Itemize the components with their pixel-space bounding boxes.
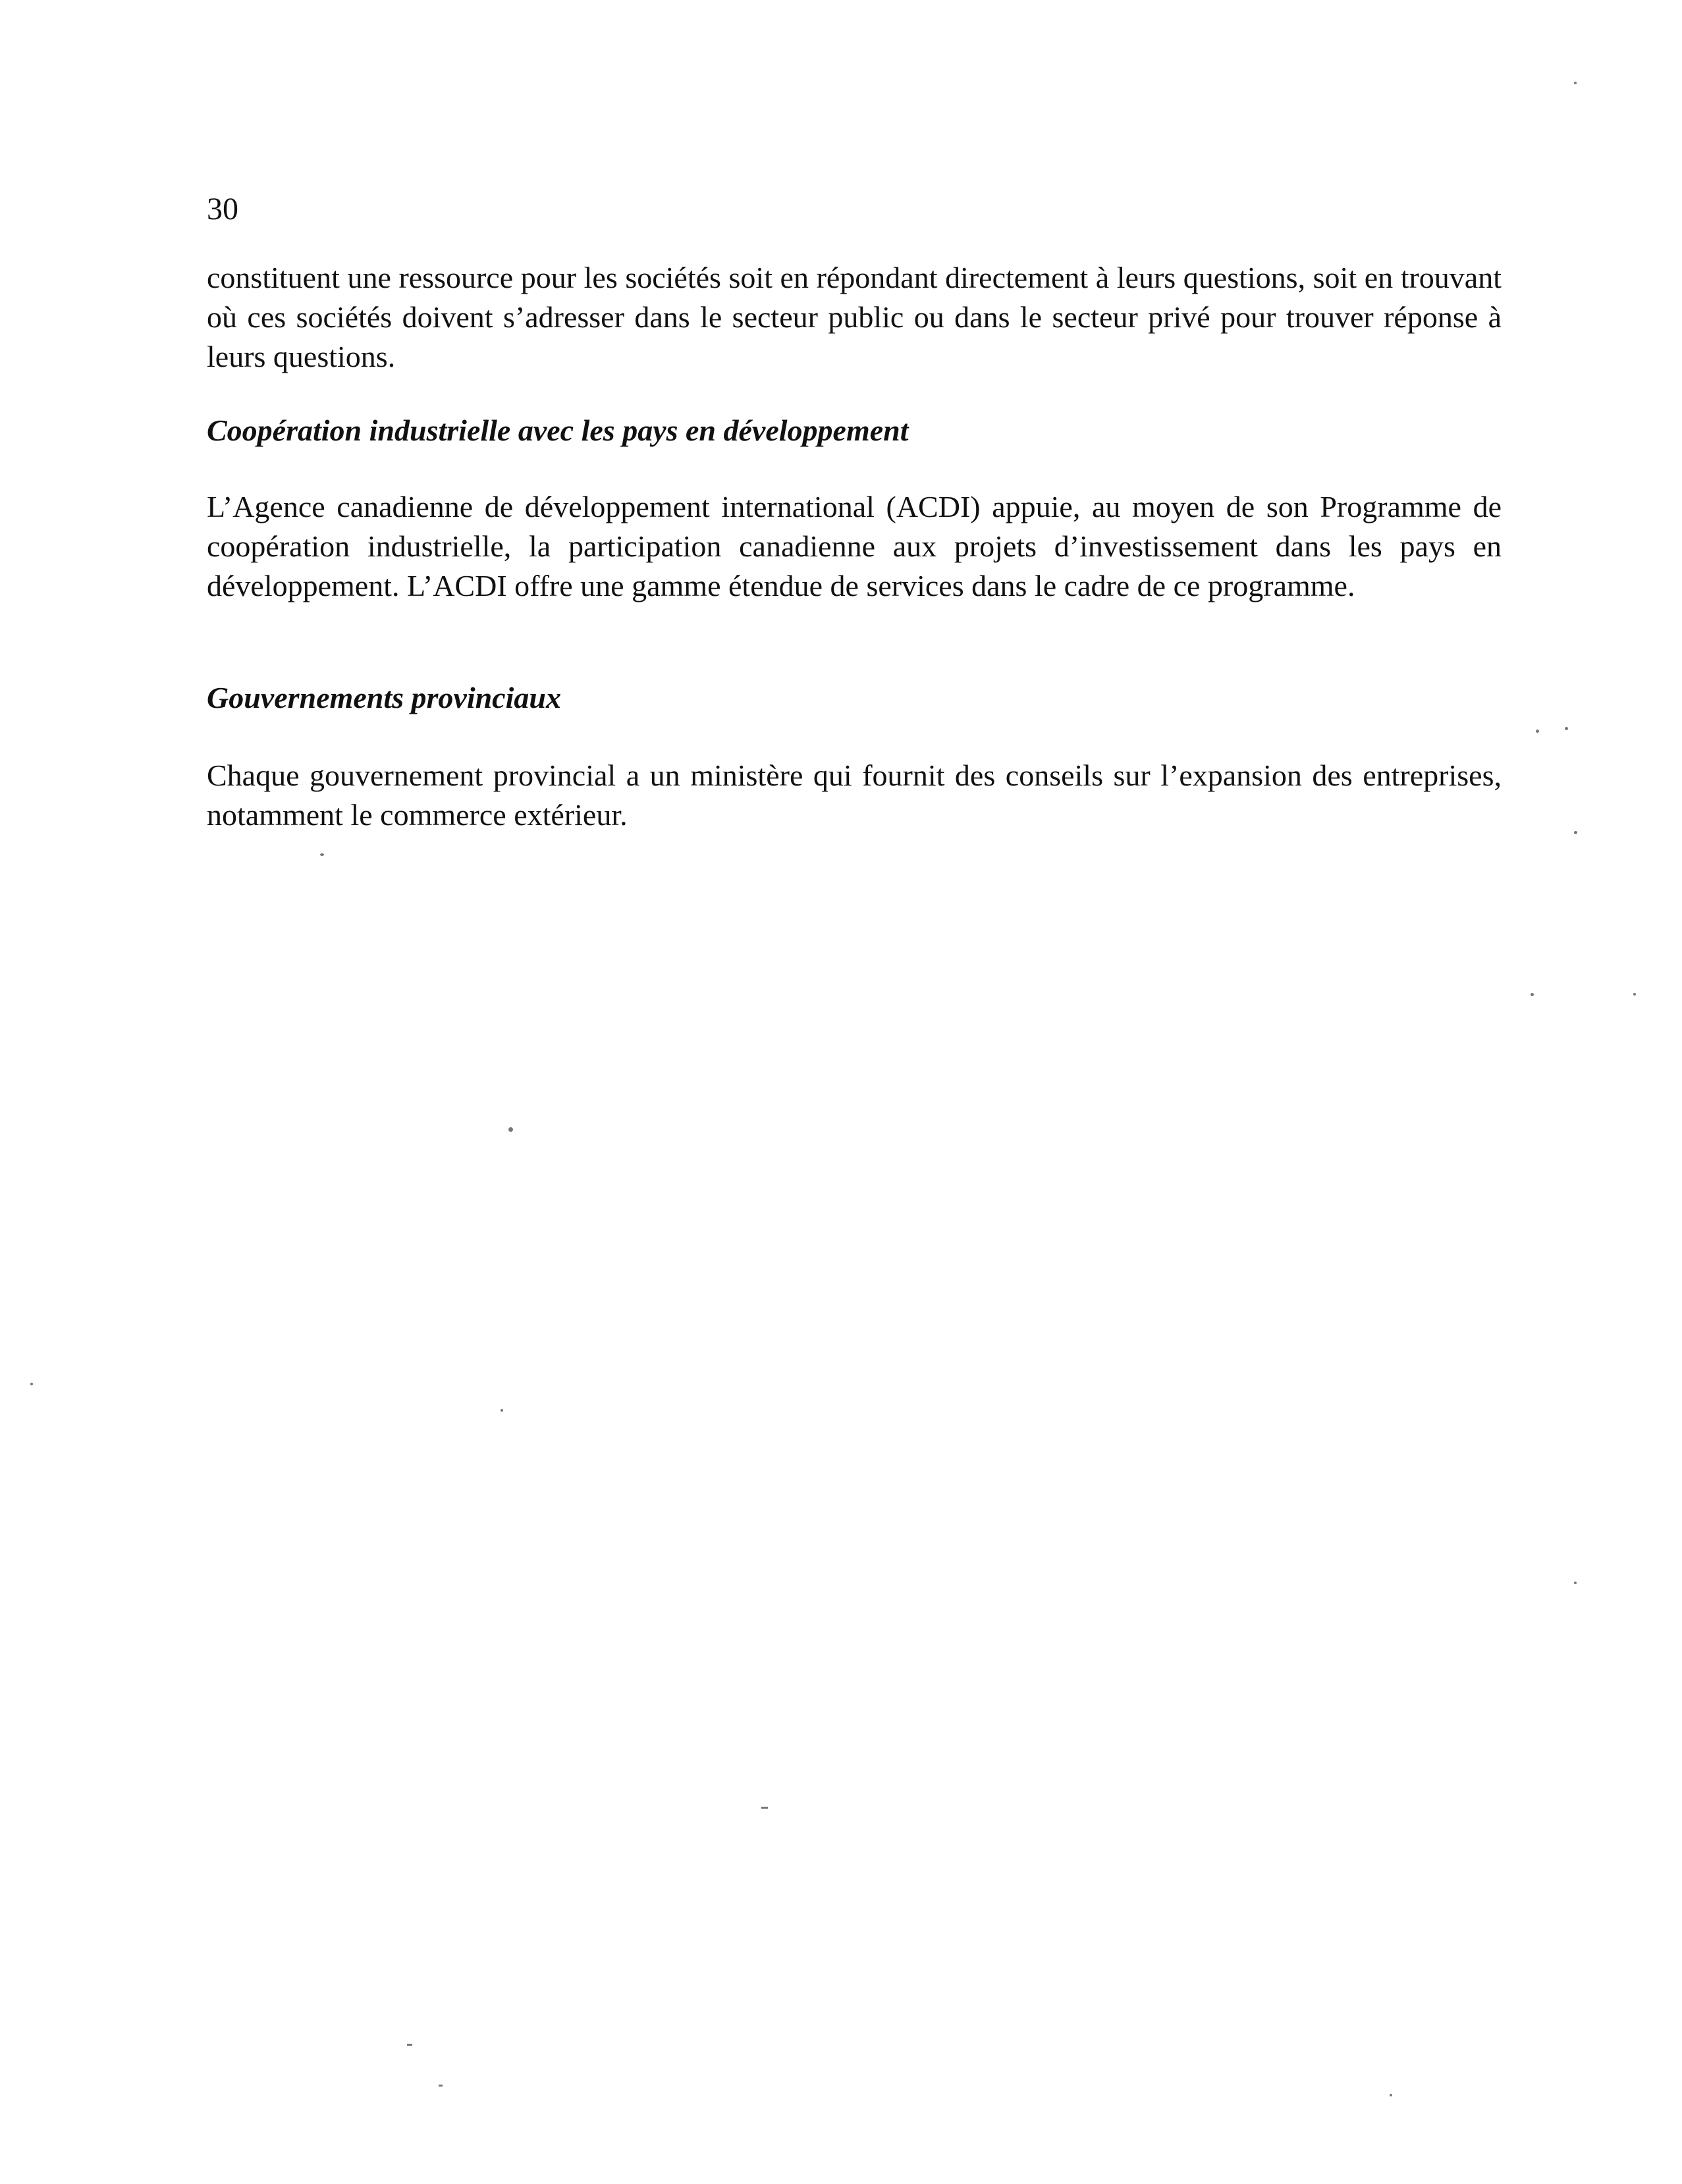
scan-speck (501, 1409, 503, 1412)
scan-speck (439, 2085, 443, 2087)
scan-speck (1536, 730, 1539, 733)
paragraph-acdi: L’Agence canadienne de développement international (ACDI) appuie, au moyen de son Programme de coopération industrielle, la participation canadienne aux projets d’investissement dans les pays en développement. L’ACDI offre une gamme étendue de services dans le cadre de ce programme. (207, 490, 1502, 602)
paragraph-provincial: Chaque gouvernement provincial a un ministère qui fournit des conseils sur l’expansion des entreprises, notamment le commerce extérieur. (207, 759, 1502, 832)
scan-speck (1574, 1582, 1577, 1584)
scan-speck (1574, 82, 1577, 84)
scan-speck (1633, 993, 1636, 996)
scan-speck (1390, 2094, 1392, 2096)
scan-speck (761, 1807, 768, 1809)
page-number: 30 (207, 192, 238, 226)
scan-speck (1531, 993, 1534, 996)
scan-speck (30, 1383, 33, 1385)
section-heading-provincial-governments: Gouvernements provinciaux (207, 681, 561, 714)
scan-speck (508, 1127, 513, 1132)
scan-speck (1574, 831, 1577, 834)
scan-speck (407, 2044, 412, 2046)
paragraph-resources: constituent une ressource pour les sociétés soit en répondant directement à leurs questions, soit en trouvant où ces sociétés doivent s’adresser dans le secteur public ou dans le secteur privé pour trouver réponse à leurs questions. (207, 261, 1502, 373)
scan-speck (320, 853, 324, 856)
section-heading-industrial-cooperation: Coopération industrielle avec les pays en développement (207, 413, 909, 447)
scan-speck (1565, 727, 1568, 730)
